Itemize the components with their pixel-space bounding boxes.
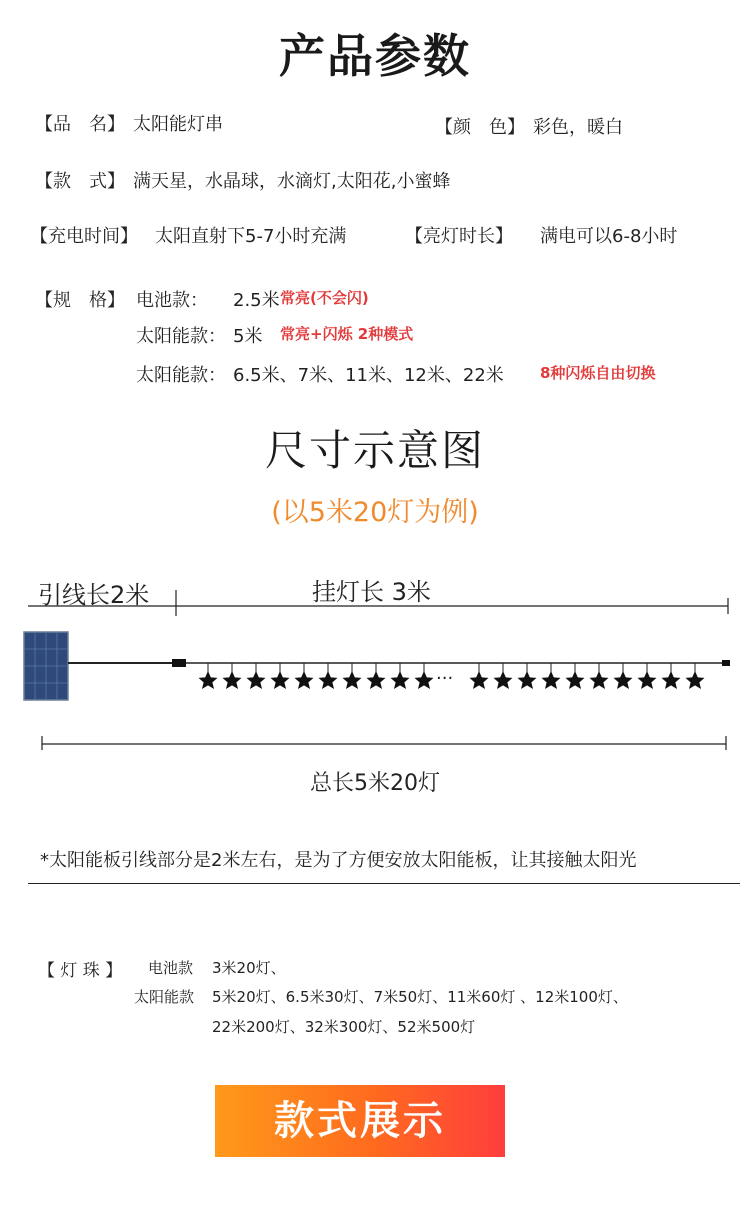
diagram-title: 尺寸示意图: [264, 426, 485, 475]
section-divider: [28, 883, 740, 884]
star-bulb: [343, 663, 362, 689]
star-bulb: [686, 663, 705, 689]
panel-lead-note: *太阳能板引线部分是2米左右，是为了方便安放太阳能板，让其接触太阳光: [40, 850, 637, 871]
star-bulb: [470, 663, 489, 689]
hang-length-label: 挂灯长 3米: [312, 578, 431, 606]
star-bulb: [542, 663, 561, 689]
connector: [172, 659, 186, 667]
solar-panel-icon: [24, 632, 68, 700]
size-row-mode: 常亮(不会闪): [280, 289, 369, 307]
diagram-subtitle: (以5米20灯为例): [271, 497, 479, 528]
beads-battery-value: 3米20灯、: [212, 959, 286, 977]
spec-size-label: 【规 格】: [35, 290, 125, 311]
beads-solar-line: 5米20灯、6.5米30灯、7米50灯、11米60灯 、12米100灯、: [212, 988, 628, 1006]
star-bulb: [566, 663, 585, 689]
size-row-type: 太阳能款：: [136, 326, 226, 347]
spec-color-value: 彩色，暖白: [533, 117, 623, 138]
string-ellipsis: ···: [436, 668, 454, 689]
lead-length-label: 引线长2米: [38, 581, 150, 609]
page-title: 产品参数: [279, 29, 471, 83]
spec-style-value: 满天星，水晶球，水滴灯,太阳花,小蜜蜂: [133, 171, 451, 192]
spec-name-label: 【品 名】: [35, 114, 125, 135]
spec-name-value: 太阳能灯串: [133, 114, 223, 135]
star-bulb: [415, 663, 434, 689]
star-bulb: [199, 663, 218, 689]
star-bulb: [223, 663, 242, 689]
star-bulb: [271, 663, 290, 689]
beads-label: 【 灯 珠 】: [38, 961, 123, 981]
size-row-mode: 8种闪烁自由切换: [540, 364, 656, 382]
size-row-type: 电池款：: [136, 290, 208, 311]
size-row-mode: 常亮+闪烁 2种模式: [280, 325, 414, 343]
star-bulb: [295, 663, 314, 689]
total-length-label: 总长5米20灯: [310, 771, 440, 796]
star-bulb: [247, 663, 266, 689]
size-row-length: 5米: [233, 326, 263, 347]
spec-charge-value: 太阳直射下5-7小时充满: [155, 226, 347, 247]
spec-charge-label: 【充电时间】: [30, 226, 138, 247]
star-bulb: [638, 663, 657, 689]
star-bulb: [614, 663, 633, 689]
beads-solar-line: 22米200灯、32米300灯、52米500灯: [212, 1018, 476, 1036]
spec-color-label: 【颜 色】: [435, 117, 525, 138]
star-bulb: [662, 663, 681, 689]
star-bulb: [391, 663, 410, 689]
size-row-length: 2.5米: [233, 290, 280, 311]
spec-style-label: 【款 式】: [35, 171, 125, 192]
star-bulb: [319, 663, 338, 689]
string-end-cap: [722, 660, 730, 666]
size-row-type: 太阳能款：: [136, 365, 226, 386]
style-showcase-banner: 款式展示: [215, 1085, 505, 1157]
star-bulb: [494, 663, 513, 689]
size-row-length: 6.5米、7米、11米、12米、22米: [233, 365, 504, 386]
beads-battery-type: 电池款: [148, 959, 194, 977]
star-bulb: [367, 663, 386, 689]
spec-light-value: 满电可以6-8小时: [540, 226, 678, 247]
star-bulb: [590, 663, 609, 689]
spec-light-label: 【亮灯时长】: [405, 226, 513, 247]
beads-solar-type: 太阳能款: [134, 988, 195, 1006]
star-bulb: [518, 663, 537, 689]
